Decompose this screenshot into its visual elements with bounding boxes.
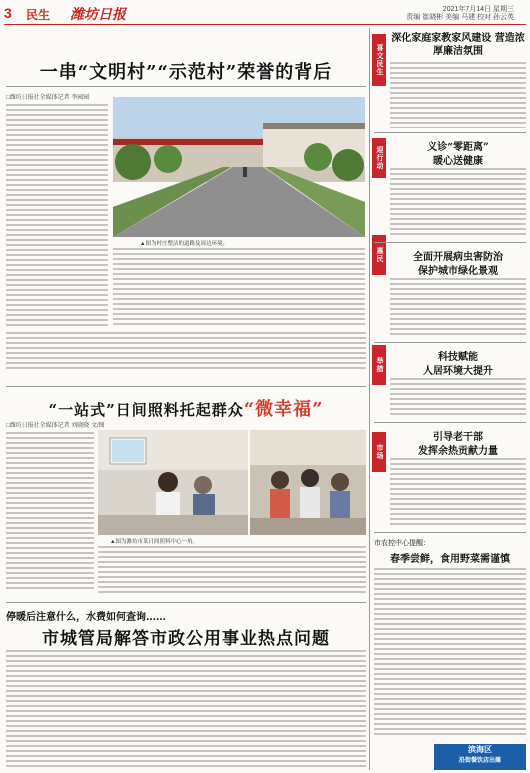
tab-label: 喜文民生 — [372, 34, 386, 86]
third-body — [6, 650, 366, 768]
lead-body-col1 — [6, 104, 108, 326]
right-story-5-title: 引导老干部 — [433, 432, 483, 443]
masthead — [4, 4, 526, 25]
right-story-6-title: 春季尝鲜，食用野菜需谨慎 — [390, 554, 510, 565]
lead-body-bottom — [6, 332, 366, 372]
right-story-2-title: 义诊“零距离” — [427, 142, 489, 153]
divider — [6, 602, 366, 603]
tab-label: 迎行动 — [372, 138, 386, 178]
district-badge-title: 滨海区 — [468, 745, 492, 754]
divider — [374, 342, 526, 343]
district-badge — [434, 744, 526, 770]
care-center-photo — [98, 430, 248, 535]
lead-body-cols — [113, 248, 365, 328]
column-divider — [369, 28, 370, 770]
right-story-1-body — [390, 62, 526, 128]
third-headline: 市城管局解答市政公用事业热点问题 — [42, 629, 330, 649]
section-name: 民生 — [26, 8, 51, 22]
divider — [374, 242, 526, 243]
care-photo-caption: ▲图为潍坊市某日间照料中心一角。 — [110, 539, 198, 545]
right-story-6-body — [374, 568, 526, 738]
district-badge-subtitle: 沿街餐饮店出摊 — [458, 758, 501, 764]
dateline — [406, 6, 514, 22]
right-story-4-body — [390, 378, 526, 418]
right-story-3-body — [390, 278, 526, 338]
tab-label: 举措 — [372, 345, 386, 385]
right-story-5-subtitle: 发挥余热贡献力量 — [418, 446, 498, 457]
third-kicker: 停暖后注意什么，水费如何查询…… — [6, 612, 166, 623]
second-byline: □潍坊日报社全媒体记者 刘晓晓 文/图 — [6, 423, 105, 429]
village-photo — [113, 97, 365, 237]
right-story-1-headline: 深化家庭家教家风建设 营造浓厚廉洁氛围 — [391, 33, 525, 57]
divider — [374, 132, 526, 133]
divider — [374, 422, 526, 423]
divider — [6, 386, 366, 387]
tab-label: 惠民 — [372, 235, 386, 275]
page-number: 3 — [4, 5, 12, 21]
tab-label: 市场 — [372, 432, 386, 472]
right-story-2-body — [390, 168, 526, 238]
divider — [6, 86, 366, 87]
right-story-3-title: 全面开展病虫害防治 — [413, 252, 503, 263]
issue-date: 2021年7月14日 星期三 — [442, 6, 514, 13]
divider — [374, 532, 526, 533]
right-story-4-title: 科技赋能 — [438, 352, 478, 363]
right-story-3-subtitle: 保护城市绿化景观 — [418, 266, 498, 277]
lead-byline: □潍坊日报社全媒体记者 李园园 — [6, 95, 90, 101]
second-headline — [6, 395, 366, 421]
lead-headline: 一串“文明村”“示范村”荣誉的背后 — [39, 62, 333, 83]
second-body-cols — [98, 546, 366, 594]
care-activity-photo — [250, 430, 366, 535]
second-headline-text: “一站式”日间照料托起群众 — [48, 401, 244, 419]
right-story-4-subtitle: 人居环境大提升 — [423, 366, 493, 377]
right-story-5-body — [390, 458, 526, 528]
village-photo-caption: ▲图为村庄整洁的道路及周边环境。 — [140, 241, 228, 247]
right-story-6-kicker: 市农控中心提醒： — [374, 539, 430, 547]
paper-logo: 潍坊日报 — [70, 8, 126, 23]
right-story-2-subtitle: 暖心送健康 — [433, 156, 483, 167]
second-headline-highlight: “微幸福” — [243, 399, 324, 420]
editors-line: 责编 崔晓彬 美编 马建 校对 孙云英 — [406, 14, 514, 21]
second-body-col1 — [6, 432, 94, 592]
